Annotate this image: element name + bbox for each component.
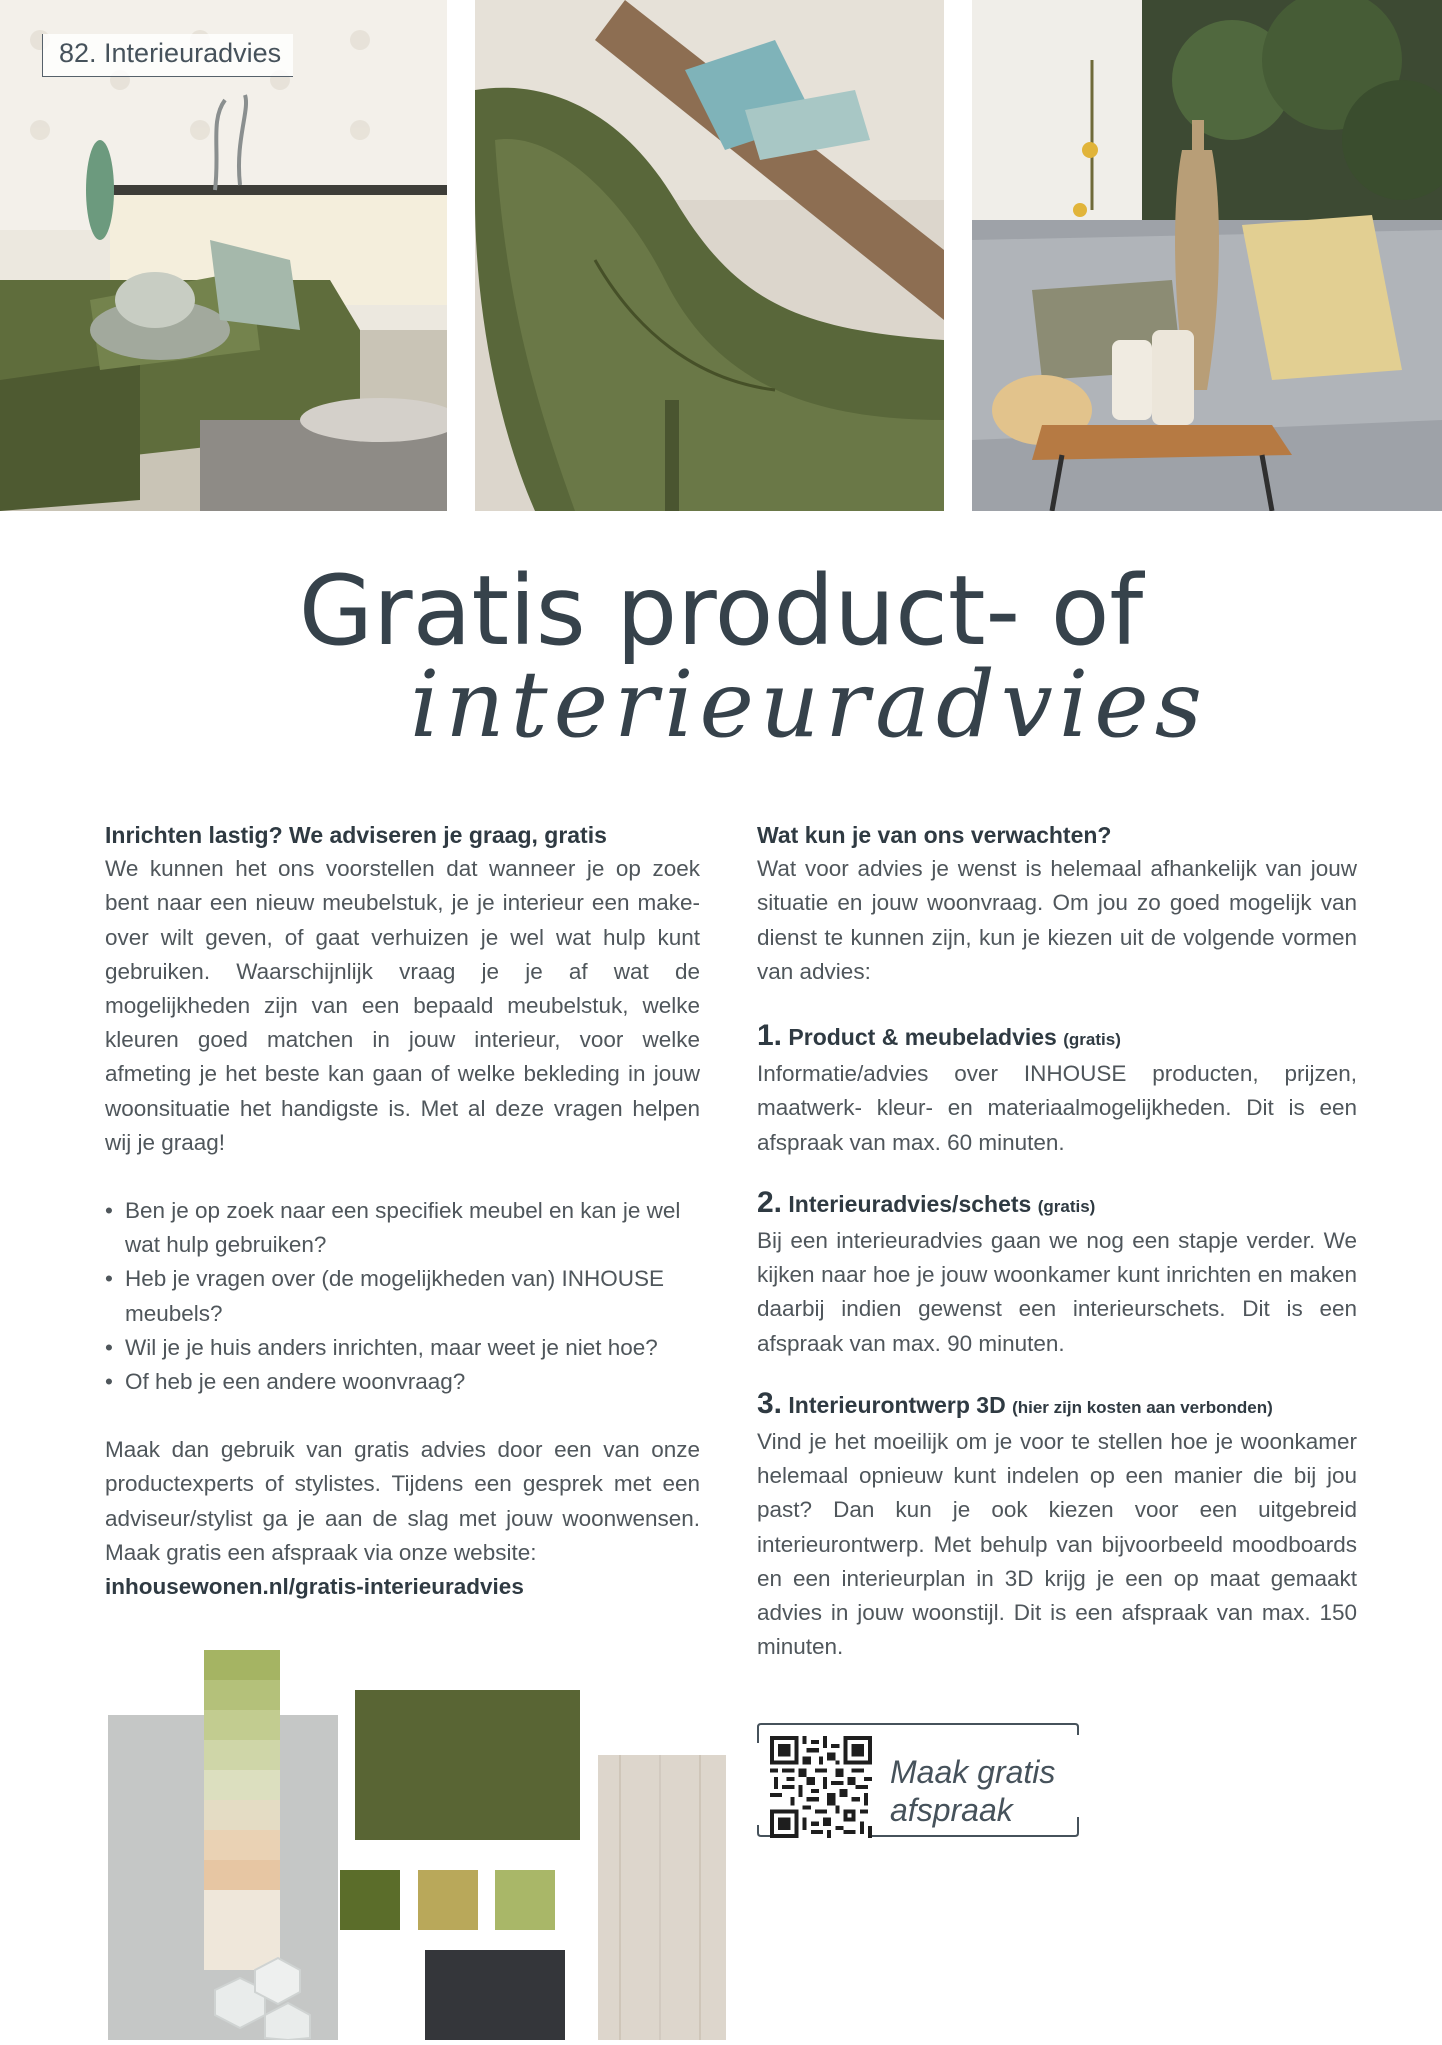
list-item: • Of heb je een andere woonvraag? [105,1365,700,1399]
appointment-cta[interactable] [757,1723,1079,1837]
option-2-number: 2. [757,1185,783,1219]
website-link[interactable]: inhousewonen.nl/gratis-interieuradvies [105,1574,524,1600]
option-2-text: Bij een interieuradvies gaan we nog een stapje verder. We kijken naar hoe je jouw woonkamer kunt inrichten en maken daarbij indien gewenst een interieurschets. Dit is een afspraak van max. 90 minuten. [757,1228,1357,1356]
right-column [757,818,1357,1664]
option-1-number: 1. [757,1019,783,1053]
option-3-number: 3. [757,1386,783,1420]
right-intro: Wat voor advies je wenst is helemaal afhankelijk van jouw situatie en jouw woonvraag. Om jou zo goed mogelijk van dienst te kunnen zijn, kun je kiezen uit de volgende vormen van advies: [757,856,1357,984]
option-2-heading [757,1186,1357,1224]
left-column [105,818,700,1604]
list-item: • Ben je op zoek naar een specifiek meubel en kan je wel wat hulp gebruiken? [105,1194,700,1262]
option-2-title: Interieuradvies/schets [788,1190,1032,1217]
option-1-text: Informatie/advies over INHOUSE producten, prijzen, maatwerk- kleur- en materiaalmogelijkheden. Dit is een afspraak van max. 60 minuten. [757,1061,1357,1155]
option-3-text: Vind je het moeilijk om je voor te stellen hoe je woonkamer helemaal opnieuw kunt indelen op een manier die bij jou past? Dan kun je ook kiezen voor een uitgebreid interieurontwerp. Met behulp van bijvoorbeeld moodboards en een interieurplan in 3D krijg je een op maat gemaakt advies in jouw woonstijl. Dit is een afspraak van max. 150 minuten. [757,1429,1357,1660]
list-item: • Wil je je huis anders inrichten, maar weet je niet hoe? [105,1331,700,1365]
page-title: Gratis product- of [298,555,1144,667]
cta-line-1: Maak gratis [890,1754,1056,1790]
option-3-heading [757,1387,1357,1425]
option-1-note: (gratis) [1063,1030,1121,1050]
paint-strip [204,1650,280,1970]
option-3-title: Interieurontwerp 3D [788,1391,1006,1418]
page-number-label [42,34,293,77]
list-item: • Heb je vragen over (de mogelijkheden van) INHOUSE meubels? [105,1262,700,1330]
option-2-note: (gratis) [1037,1196,1096,1216]
question-list [105,1194,700,1399]
cta-line-2: afspraak [890,1792,1013,1828]
photo-grey-sofa-vases [972,0,1442,511]
option-3-note: (hier zijn kosten aan verbonden) [1012,1397,1273,1417]
left-heading: Inrichten lastig? We adviseren je graag, gratis [105,822,607,848]
option-1-title: Product & meubeladvies [788,1024,1057,1051]
page-number-text: 82. Interieuradvies [59,38,282,68]
left-outro: Maak dan gebruik van gratis advies door een van onze productexperts of stylistes. Tijdens een gesprek met een adviseur/stylist ga je aan de slag met jouw woonwensen. Maak gratis een afspraak via onze website: [105,1437,700,1565]
page-title-script: interieuradvies [410,651,1208,758]
left-intro: We kunnen het ons voorstellen dat wanneer je op zoek bent naar een nieuw meubelstuk, je je interieur een make-over wilt geven, of gaat verhuizen je wel wat hulp kunt gebruiken. Waarschijnlijk vraag je je af wat de mogelijkheden zijn van een bepaald meubelstuk, welke kleuren goed matchen in jouw interieur, voor welke afmeting je het beste kan gaan of welke bekleding in jouw woonsituatie het handigste is. Met al deze vragen helpen wij je graag! [105,856,700,1155]
material-swatches-image [100,1640,730,2040]
option-1-heading [757,1019,1357,1057]
photo-green-velvet-chair [475,0,944,511]
right-heading: Wat kun je van ons verwachten? [757,822,1112,848]
cta-text[interactable] [890,1753,1070,1829]
qr-code-icon[interactable] [770,1736,872,1838]
